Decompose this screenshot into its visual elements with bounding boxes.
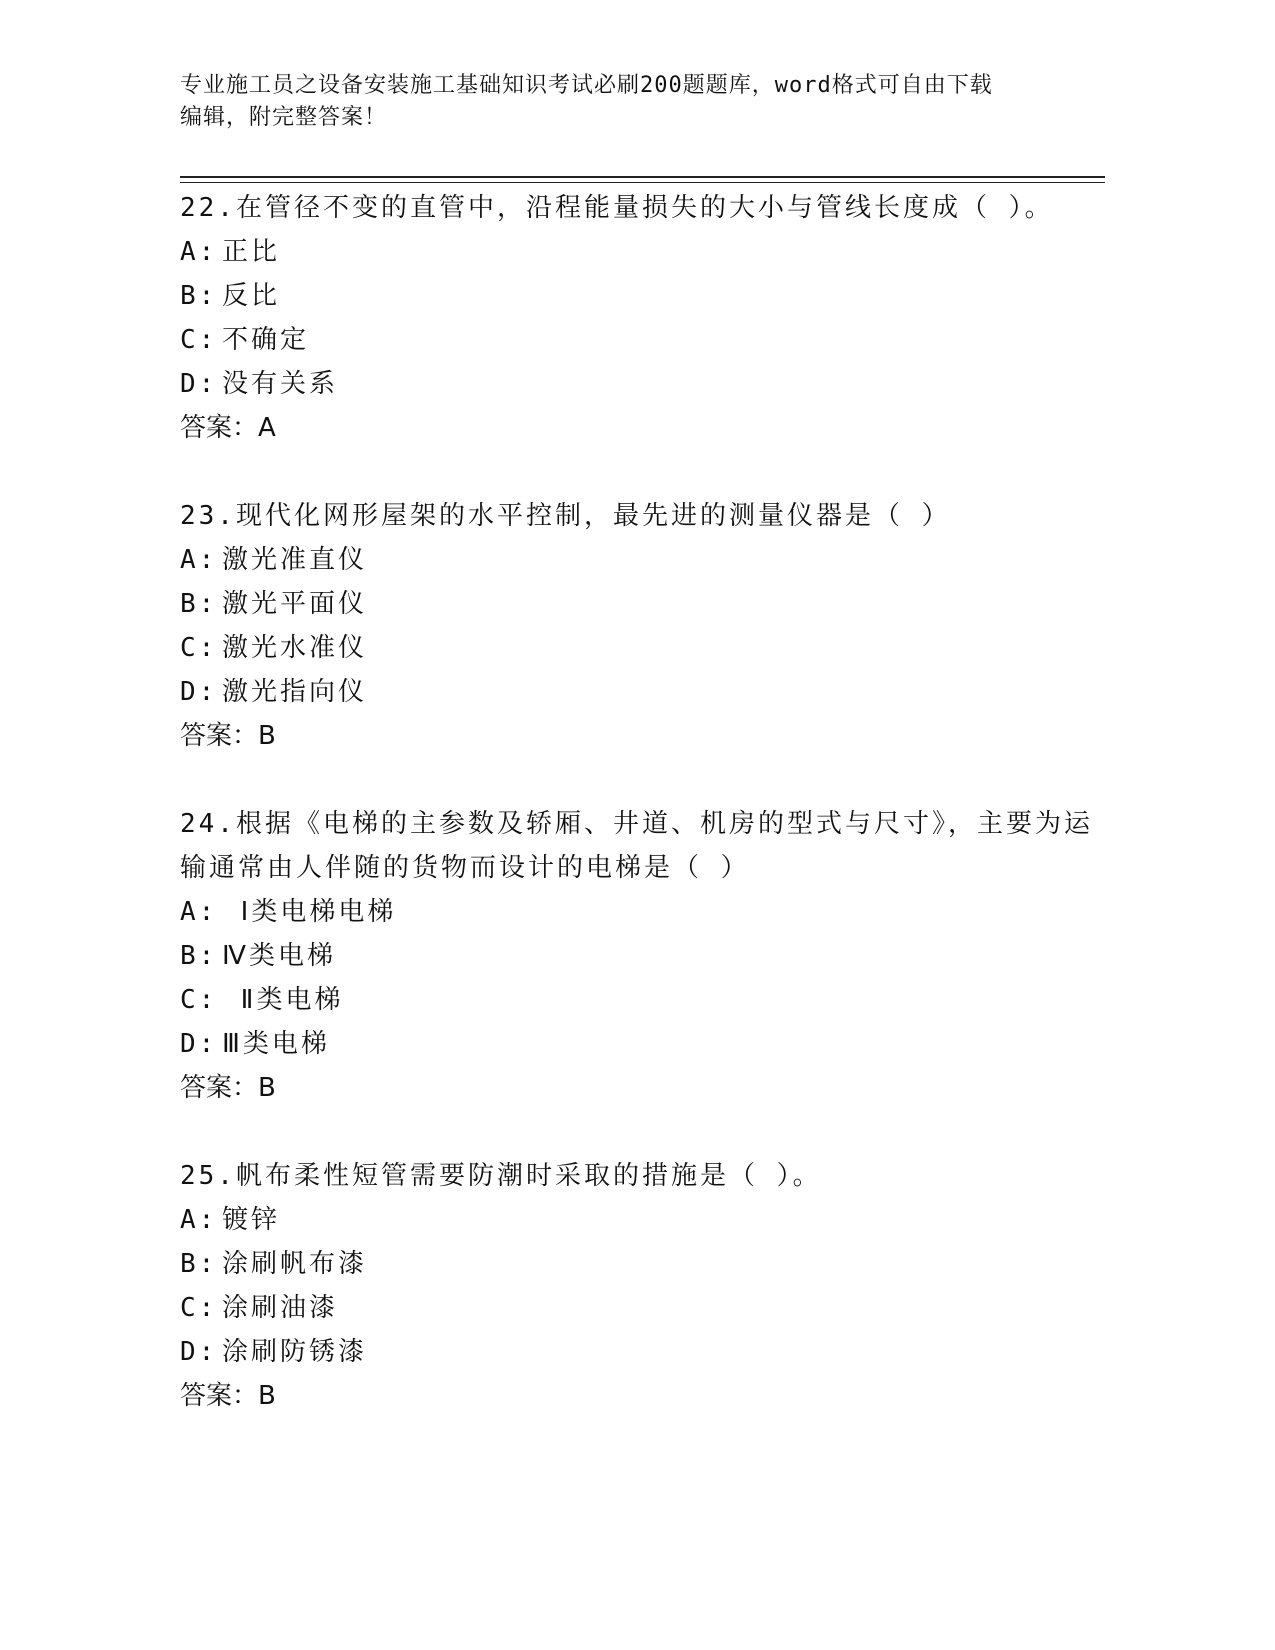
option-text: Ⅰ类电梯电梯	[222, 897, 397, 927]
option-d	[180, 362, 1105, 406]
header-divider-thick	[180, 176, 1105, 178]
option-text: 激光水准仪	[222, 633, 368, 663]
option-text: Ⅲ类电梯	[222, 1029, 330, 1059]
question-23	[180, 494, 1105, 758]
option-key: B:	[180, 589, 218, 619]
option-d	[180, 670, 1105, 714]
question-24	[180, 802, 1105, 1110]
option-key: B:	[180, 281, 218, 311]
option-d	[180, 1022, 1105, 1066]
option-key: C:	[180, 1293, 218, 1323]
option-text: 激光平面仪	[222, 589, 368, 619]
option-c	[180, 978, 1105, 1022]
header-title-line1: 专业施工员之设备安装施工基础知识考试必刷200题题库，word格式可自由下载	[180, 73, 993, 98]
option-key: C:	[180, 325, 218, 355]
option-key: A:	[180, 237, 218, 267]
option-text: 镀锌	[222, 1205, 281, 1235]
question-22	[180, 186, 1105, 450]
option-a	[180, 538, 1105, 582]
option-key: A:	[180, 545, 218, 575]
option-text: 没有关系	[222, 369, 339, 399]
option-text: 激光指向仪	[222, 677, 368, 707]
option-b	[180, 274, 1105, 318]
option-c	[180, 318, 1105, 362]
answer-line: 答案：B	[180, 1073, 276, 1103]
option-key: D:	[180, 369, 218, 399]
option-a	[180, 1198, 1105, 1242]
option-d	[180, 1330, 1105, 1374]
option-key: A:	[180, 1205, 218, 1235]
option-c	[180, 626, 1105, 670]
option-key: D:	[180, 677, 218, 707]
answer-line: 答案：B	[180, 721, 276, 751]
header-divider-thin	[180, 182, 1105, 183]
option-key: C:	[180, 985, 218, 1015]
option-key: C:	[180, 633, 218, 663]
option-key: A:	[180, 897, 218, 927]
option-text: 涂刷油漆	[222, 1293, 339, 1323]
question-text: 25.帆布柔性短管需要防潮时采取的措施是（ ）。	[180, 1161, 822, 1191]
question-25	[180, 1154, 1105, 1418]
option-c	[180, 1286, 1105, 1330]
option-b	[180, 1242, 1105, 1286]
question-text: 23.现代化网形屋架的水平控制，最先进的测量仪器是（ ）	[180, 501, 951, 531]
answer-line: 答案：A	[180, 413, 276, 443]
option-a	[180, 230, 1105, 274]
question-text: 24.根据《电梯的主参数及轿厢、井道、机房的型式与尺寸》，主要为运输通常由人伴随的货物而设计的电梯是（ ）	[180, 809, 1093, 883]
option-text: 涂刷帆布漆	[222, 1249, 368, 1279]
option-a	[180, 890, 1105, 934]
option-b	[180, 582, 1105, 626]
option-key: B:	[180, 941, 218, 971]
answer-line: 答案：B	[180, 1381, 276, 1411]
option-key: B:	[180, 1249, 218, 1279]
option-text: 不确定	[222, 325, 310, 355]
option-text: Ⅱ类电梯	[222, 985, 344, 1015]
option-text: Ⅳ类电梯	[222, 941, 336, 971]
option-b	[180, 934, 1105, 978]
option-text: 涂刷防锈漆	[222, 1337, 368, 1367]
option-key: D:	[180, 1337, 218, 1367]
option-key: D:	[180, 1029, 218, 1059]
document-header	[180, 70, 1060, 134]
option-text: 激光准直仪	[222, 545, 368, 575]
question-text: 22.在管径不变的直管中，沿程能量损失的大小与管线长度成（ ）。	[180, 193, 1054, 223]
option-text: 正比	[222, 237, 281, 267]
question-list	[180, 186, 1105, 1462]
header-title-line2: 编辑，附完整答案！	[180, 105, 388, 130]
option-text: 反比	[222, 281, 281, 311]
